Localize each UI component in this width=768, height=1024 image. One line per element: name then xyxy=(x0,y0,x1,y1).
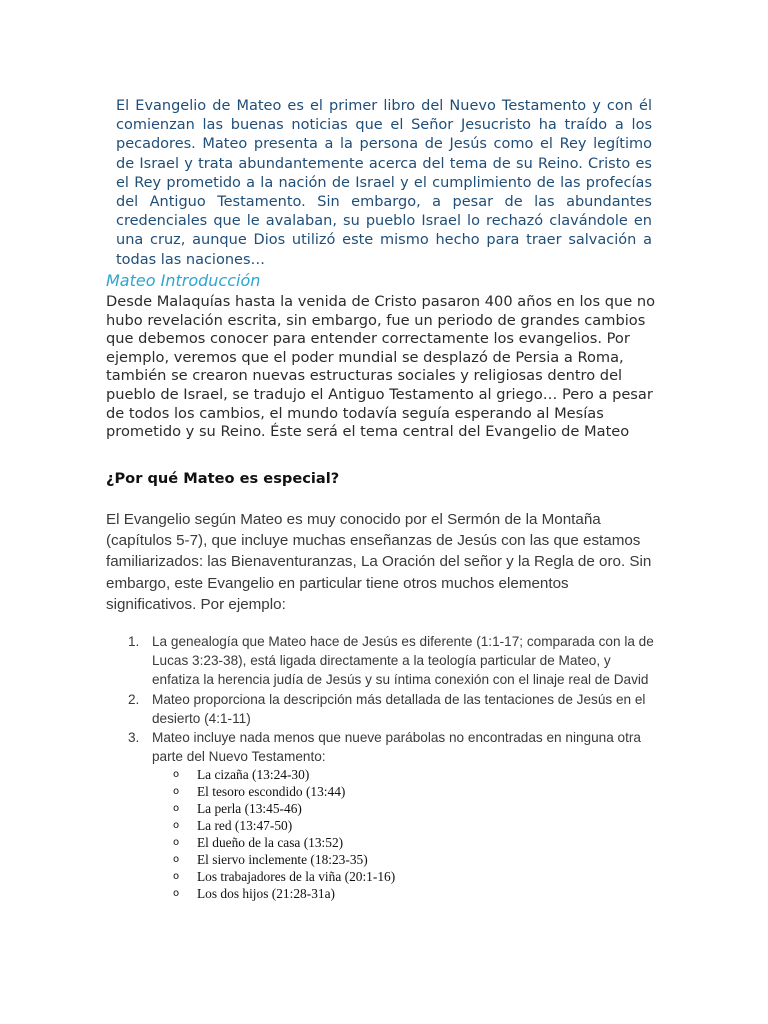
list-item xyxy=(128,632,662,690)
bullet-circle-icon: o xyxy=(173,888,180,900)
intro-paragraph: El Evangelio de Mateo es el primer libro del Nuevo Testamento y con él comienzan las buenas noticias que el Señor Jesucristo ha traído a los pecadores. Mateo presenta a la persona de Jesús como el Rey legítimo de Israel y trata abundantemente acerca del tema de su Reino. Cristo es el Rey prometido a la nación de Israel y el cumplimiento de las profecías del Antiguo Testamento. Sin embargo, a pesar de las abundantes credenciales que le avalaban, su pueblo Israel lo rechazó clavándole en una cruz, aunque Dios utilizó este mismo hecho para traer salvación a todas las naciones… xyxy=(116,98,652,268)
bullet-circle-icon: o xyxy=(173,803,180,815)
bullet-circle-icon: o xyxy=(173,837,180,849)
parable-text: El siervo inclemente (18:23-35) xyxy=(197,852,368,868)
parable-item xyxy=(173,817,662,834)
list-number: 2. xyxy=(128,691,140,707)
list-number: 3. xyxy=(128,730,140,746)
parable-text: Los trabajadores de la viña (20:1-16) xyxy=(197,869,396,885)
parable-item xyxy=(173,851,662,868)
list-item-text: Mateo incluye nada menos que nueve parábolas no encontradas en ninguna otra parte del Nuevo Testamento: xyxy=(152,730,641,765)
bullet-circle-icon: o xyxy=(173,854,180,866)
bullet-circle-icon: o xyxy=(173,786,180,798)
parable-text: La red (13:47-50) xyxy=(197,818,293,834)
why-paragraph: El Evangelio según Mateo es muy conocido por el Sermón de la Montaña (capítulos 5-7), que incluye muchas enseñanzas de Jesús con las que estamos familiarizados: las Bienaventuranzas, La Oración del señor y la Regla de oro. Sin embargo, este Evangelio en particular tiene otros muchos elementos significativos. Por ejemplo: xyxy=(106,511,652,613)
parable-text: El tesoro escondido (13:44) xyxy=(197,784,346,800)
list-item-text: La genealogía que Mateo hace de Jesús es diferente (1:1-17; comparada con la de Lucas 3:23-38), está ligada directamente a la teología particular de Mateo, y enfatiza la herencia judía de Jesús y su íntima conexión con el linaje real de David xyxy=(152,634,654,688)
list-number: 1. xyxy=(128,634,140,649)
bullet-circle-icon: o xyxy=(173,871,180,883)
parable-item xyxy=(173,783,662,800)
parable-item xyxy=(173,834,662,851)
numbered-list xyxy=(128,632,662,902)
list-item-text: Mateo proporciona la descripción más detallada de las tentaciones de Jesús en el desierto (4:1-11) xyxy=(152,691,646,726)
section-title: Mateo Introducción xyxy=(106,271,261,290)
parable-item xyxy=(173,885,662,902)
parable-item xyxy=(173,800,662,817)
bullet-circle-icon: o xyxy=(173,769,180,781)
parable-item xyxy=(173,766,662,783)
list-item xyxy=(128,728,662,902)
list-item xyxy=(128,690,662,728)
parable-item xyxy=(173,868,662,885)
parable-text: Los dos hijos (21:28-31a) xyxy=(197,886,335,902)
parable-text: El dueño de la casa (13:52) xyxy=(197,835,344,851)
body-paragraph: Desde Malaquías hasta la venida de Cristo pasaron 400 años en los que no hubo revelación escrita, sin embargo, fue un periodo de grandes cambios que debemos conocer para entender correctamente los evangelios. Por ejemplo, veremos que el poder mundial se desplazó de Persia a Roma, también se crearon nuevas estructuras sociales y religiosas dentro del pueblo de Israel, se tradujo el Antiguo Testamento al griego… Pero a pesar de todos los cambios, el mundo todavía seguía esperando al Mesías prometido y su Reino. Éste será el tema central del Evangelio de Mateo xyxy=(106,293,656,441)
parables-list xyxy=(173,766,662,902)
parable-text: La perla (13:45-46) xyxy=(197,801,302,817)
bullet-circle-icon: o xyxy=(173,820,180,832)
parable-text: La cizaña (13:24-30) xyxy=(197,767,310,783)
question-heading: ¿Por qué Mateo es especial? xyxy=(106,470,340,487)
